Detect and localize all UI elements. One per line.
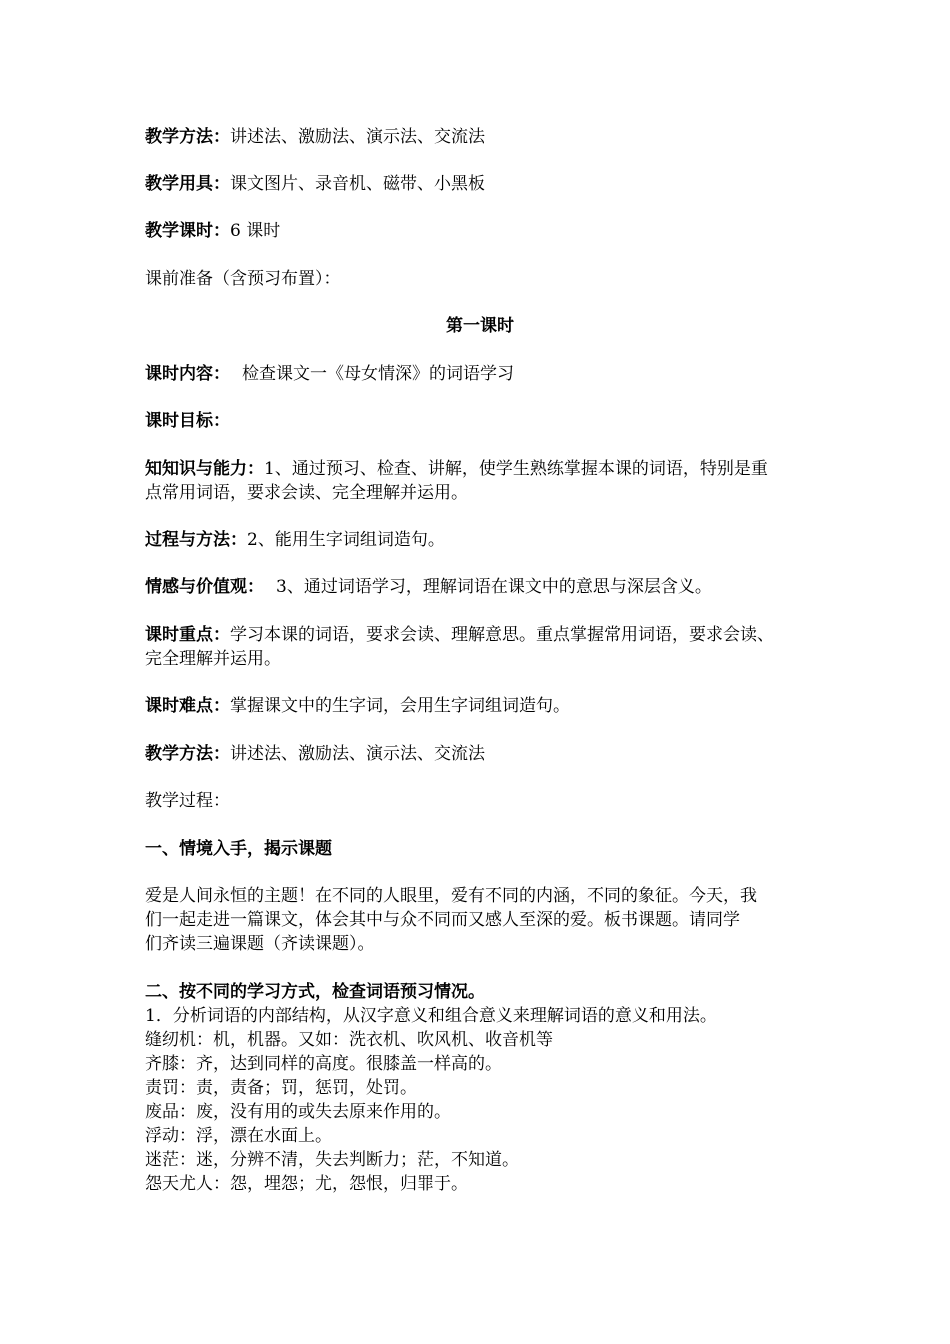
- list-item: 缝纫机：机，机器。又如：洗衣机、吹风机、收音机等: [145, 1030, 553, 1050]
- knowledge-label: 知知识与能力：: [145, 459, 264, 479]
- teaching-hours-line: [145, 219, 815, 243]
- emotion-line: [145, 575, 815, 599]
- difficulty-line: [145, 694, 815, 718]
- list-item: 1．分析词语的内部结构，从汉字意义和组合意义来理解词语的意义和用法。: [145, 1006, 717, 1026]
- section-heading-1: 一、情境入手，揭示课题: [145, 839, 332, 859]
- paragraph-1-line-2: 们一起走进一篇课文，体会其中与众不同而又感人至深的爱。板书课题。请同学: [145, 910, 740, 930]
- difficulty-text: 掌握课文中的生字词，会用生字词组词造句。: [230, 696, 570, 716]
- list-item: 怨天尤人：怨，埋怨；尤，怨恨，归罪于。: [145, 1174, 468, 1194]
- teaching-method-label: 教学方法：: [145, 127, 230, 147]
- emotion-label: 情感与价值观：: [145, 577, 264, 597]
- teaching-method-line-2: [145, 742, 815, 766]
- knowledge-line: [145, 457, 815, 481]
- teaching-hours-label: 教学课时：: [145, 221, 230, 241]
- teaching-tools-label: 教学用具：: [145, 174, 230, 194]
- teaching-hours-text: 6 课时: [230, 221, 281, 241]
- teaching-method-line: [145, 125, 815, 149]
- teaching-method-label-2: 教学方法：: [145, 744, 230, 764]
- teaching-method-text: 讲述法、激励法、演示法、交流法: [230, 127, 485, 147]
- lesson-content-line: [145, 362, 815, 386]
- teaching-tools-line: [145, 172, 815, 196]
- section-heading-2: 二、按不同的学习方式，检查词语预习情况。: [145, 982, 485, 1002]
- key-point-text-2: 完全理解并运用。: [145, 649, 281, 669]
- process-label: 过程与方法：: [145, 530, 247, 550]
- lesson-content-label: 课时内容：: [145, 364, 230, 384]
- emotion-text: 3、通过词语学习，理解词语在课文中的意思与深层含义。: [276, 577, 712, 597]
- paragraph-1-line-3: 们齐读三遍课题（齐读课题）。: [145, 934, 375, 954]
- lesson-content-text: 检查课文一《母女情深》的词语学习: [242, 364, 514, 384]
- procedure-label: 教学过程：: [145, 791, 230, 811]
- list-item: 废品：废，没有用的或失去原来作用的。: [145, 1102, 451, 1122]
- paragraph-1-line-1: 爱是人间永恒的主题！在不同的人眼里，爱有不同的内涵，不同的象征。今天，我: [145, 886, 757, 906]
- difficulty-label: 课时难点：: [145, 696, 230, 716]
- lesson-title: 第一课时: [446, 316, 514, 336]
- key-point-text-1: 学习本课的词语，要求会读、理解意思。重点掌握常用词语，要求会读、: [230, 625, 774, 645]
- key-point-label: 课时重点：: [145, 625, 230, 645]
- key-point-line: [145, 623, 815, 647]
- knowledge-text-1: 1、通过预习、检查、讲解，使学生熟练掌握本课的词语，特别是重: [264, 459, 768, 479]
- teaching-tools-text: 课文图片、录音机、磁带、小黑板: [230, 174, 485, 194]
- list-item: 迷茫：迷，分辨不清，失去判断力；茫，不知道。: [145, 1150, 519, 1170]
- process-line: [145, 528, 815, 552]
- list-item: 齐膝：齐，达到同样的高度。很膝盖一样高的。: [145, 1054, 502, 1074]
- knowledge-text-2: 点常用词语，要求会读、完全理解并运用。: [145, 483, 468, 503]
- list-item: 责罚：责，责备；罚，惩罚，处罚。: [145, 1078, 417, 1098]
- prep-line: 课前准备（含预习布置）：: [145, 269, 341, 289]
- teaching-method-text-2: 讲述法、激励法、演示法、交流法: [230, 744, 485, 764]
- process-text: 2、能用生字词组词造句。: [247, 530, 445, 550]
- lesson-goals-label: 课时目标：: [145, 411, 230, 431]
- list-item: 浮动：浮，漂在水面上。: [145, 1126, 332, 1146]
